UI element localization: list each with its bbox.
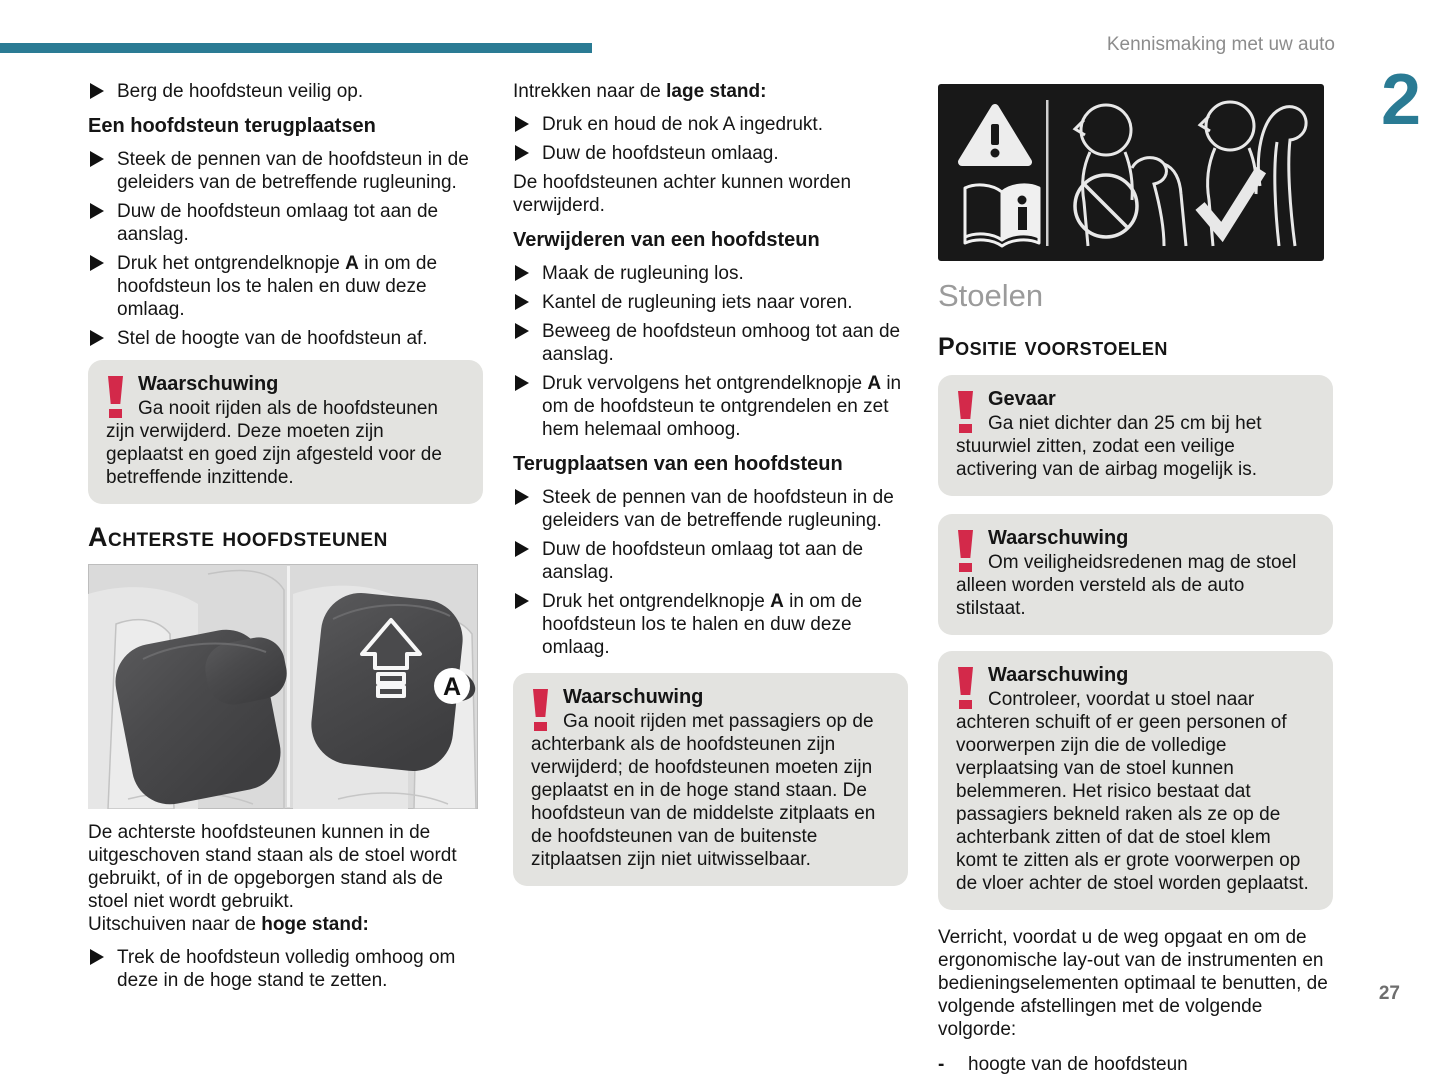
exclamation-icon [958,667,973,709]
panel-divider [287,566,290,807]
text-run: in om de hoofdsteun los te halen en duw deze omlaag. [117,253,438,320]
instruction-bullet [513,320,908,366]
bullet-arrow-icon [90,255,104,271]
body-paragraph: De hoofdsteunen achter kunnen worden verwijderd. [513,172,852,216]
high-position-label: hoge stand: [261,914,369,935]
instruction-bullet [88,148,483,194]
text-run: Druk het ontgrendelknopje [117,253,346,274]
instruction-text: Maak de rugleuning los. [542,263,744,284]
pictogram-divider [1046,100,1049,246]
instruction-bullet [88,252,483,321]
section-heading-front-seat-position: Positie voorstoelen [938,333,1168,361]
bullet-arrow-icon [90,83,104,99]
retract-instruction-line [513,80,908,103]
instruction-bullet [513,538,908,584]
label-a-reference: A [345,253,359,274]
bullet-arrow-icon [515,489,529,505]
text-run: in om de hoofdsteun te ontgrendelen en zet hem helemaal omhoog. [542,373,902,440]
adjustment-list-item [938,1053,1333,1076]
bullet-arrow-icon [90,330,104,346]
instruction-bullet [513,590,908,659]
danger-box [938,375,1333,496]
adjustment-text: hoogte van de hoofdsteun [968,1054,1188,1075]
warning-text: Om veiligheidsredenen mag de stoel alleen worden versteld als de auto stilstaat. [956,552,1297,619]
exclamation-icon [533,689,548,731]
instruction-bullet [88,946,483,992]
bullet-arrow-icon [90,203,104,219]
extend-instruction-line [88,913,483,936]
instruction-bullet [88,200,483,246]
instruction-text [542,372,908,441]
section-heading-rear-headrests: Achterste hoofdsteunen [88,522,388,552]
label-a-reference: A [867,373,882,394]
bullet-arrow-icon [515,375,529,391]
warning-title: Waarschuwing [138,373,279,395]
subheading-remove-headrest: Verwijderen van een hoofdsteun [513,229,820,251]
instruction-text: Steek de pennen van de hoofdsteun in de geleiders van de betreffende rugleuning. [542,487,894,531]
instruction-bullet [513,291,908,314]
bullet-arrow-icon [90,151,104,167]
instruction-bullet [513,113,908,136]
instruction-text [117,252,483,321]
instruction-bullet [88,327,483,350]
instruction-text: Trek de hoofdsteun volledig omhoog om deze in de hoge stand te zetten. [117,947,456,991]
exclamation-icon [958,391,973,433]
low-position-label: lage stand: [666,81,767,102]
text-run: Intrekken naar de [513,81,667,102]
instruction-text: Stel de hoogte van de hoofdsteun af. [117,328,428,349]
body-paragraph: De achterste hoofdsteunen kunnen in de uitgeschoven stand staan als de stoel wordt gebruikt, of in de opgeborgen stand als de stoel niet wordt gebruikt. [88,822,457,912]
warning-text: Ga nooit rijden als de hoofdsteunen zijn verwijderd. Deze moeten zijn geplaatst en goed zijn afgesteld voor de betreffende inzittende. [106,398,442,488]
instruction-bullet [513,262,908,285]
warning-text: Ga nooit rijden met passagiers op de achterbank als de hoofdsteunen zijn verwijderd; de hoofdsteunen moeten zijn geplaatst en in de hoge stand staan. De hoofdsteun van de middelste zitplaats en de hoofdsteunen van de buitenste zitplaatsen zijn niet uitwisselbaar. [531,711,876,870]
chapter-section-heading-stoelen: Stoelen [938,278,1044,313]
exclamation-icon [108,376,123,418]
instruction-text [542,590,908,659]
instruction-bullet [513,142,908,165]
instruction-text: Duw de hoofdsteun omlaag tot aan de aanslag. [117,201,439,245]
headrest-safety-pictogram-image [938,84,1324,261]
page-number: 27 [1378,983,1400,1004]
instruction-text: Duw de hoofdsteun omlaag tot aan de aanslag. [542,539,864,583]
warning-title: Waarschuwing [988,527,1129,549]
instruction-text: Druk en houd de nok A ingedrukt. [542,114,823,135]
bullet-arrow-icon [515,323,529,339]
warning-title: Waarschuwing [988,664,1129,686]
warning-box [88,360,483,504]
danger-text: Ga niet dichter dan 25 cm bij het stuurwiel zitten, zodat een veilige activering van de airbag mogelijk is. [956,413,1262,480]
rear-headrest-figure [88,564,483,809]
warning-box [938,514,1333,635]
warning-text: Controleer, voordat u stoel naar achteren schuift of er geen personen of voorwerpen zijn die de volledige verplaatsing van de stoel kunnen belemmeren. Het risico bestaat dat passagiers bekneld raken als ze op de achterbank zitten of dat de stoel klem komt te zitten als er grote voorwerpen op de vloer achter de stoel worden geplaatst. [956,689,1309,894]
instruction-text: Duw de hoofdsteun omlaag. [542,143,779,164]
bullet-arrow-icon [515,593,529,609]
headrest-safety-pictogram [938,84,1333,261]
column-left [88,80,483,998]
dash-bullet: - [938,1054,945,1075]
bullet-arrow-icon [515,145,529,161]
warning-box [513,673,908,886]
warning-box [938,651,1333,910]
column-right [938,80,1333,1076]
instruction-bullet [513,372,908,441]
instruction-bullet [88,80,483,103]
label-a-text: A [442,673,462,701]
chapter-number: 2 [1380,60,1421,140]
text-run: in om de hoofdsteun los te halen en duw deze omlaag. [542,591,863,658]
bullet-arrow-icon [515,294,529,310]
running-header-title: Kennismaking met uw auto [1106,34,1335,55]
chapter-accent-bar [0,43,592,53]
label-a-badge [434,668,470,704]
exclamation-icon [958,530,973,572]
instruction-text: Beweeg de hoofdsteun omhoog tot aan de aanslag. [542,321,901,365]
instruction-bullet [513,486,908,532]
headrest-stowed [109,623,291,809]
instruction-text: Kantel de rugleuning iets naar voren. [542,292,853,313]
body-paragraph: Verricht, voordat u de weg opgaat en om de ergonomische lay-out van de instrumenten en bedieningselementen optimaal te benutten, de volgende afstellingen met de volgende volgorde: [938,927,1328,1040]
warning-title: Waarschuwing [563,686,704,708]
subheading-refit-headrest: Terugplaatsen van een hoofdsteun [513,453,843,475]
text-run: Uitschuiven naar de [88,914,262,935]
bullet-arrow-icon [515,265,529,281]
instruction-text: Steek de pennen van de hoofdsteun in de geleiders van de betreffende rugleuning. [117,149,469,193]
rear-headrest-illustration [88,564,478,809]
subheading-replace-headrest: Een hoofdsteun terugplaatsen [88,115,376,137]
bullet-arrow-icon [515,116,529,132]
text-run: Druk vervolgens het ontgrendelknopje [542,373,868,394]
danger-title: Gevaar [988,388,1056,410]
text-run: Druk het ontgrendelknopje [542,591,771,612]
column-middle [513,80,908,900]
bullet-arrow-icon [515,541,529,557]
instruction-text: Berg de hoofdsteun veilig op. [117,81,364,102]
label-a-reference: A [770,591,784,612]
bullet-arrow-icon [90,949,104,965]
